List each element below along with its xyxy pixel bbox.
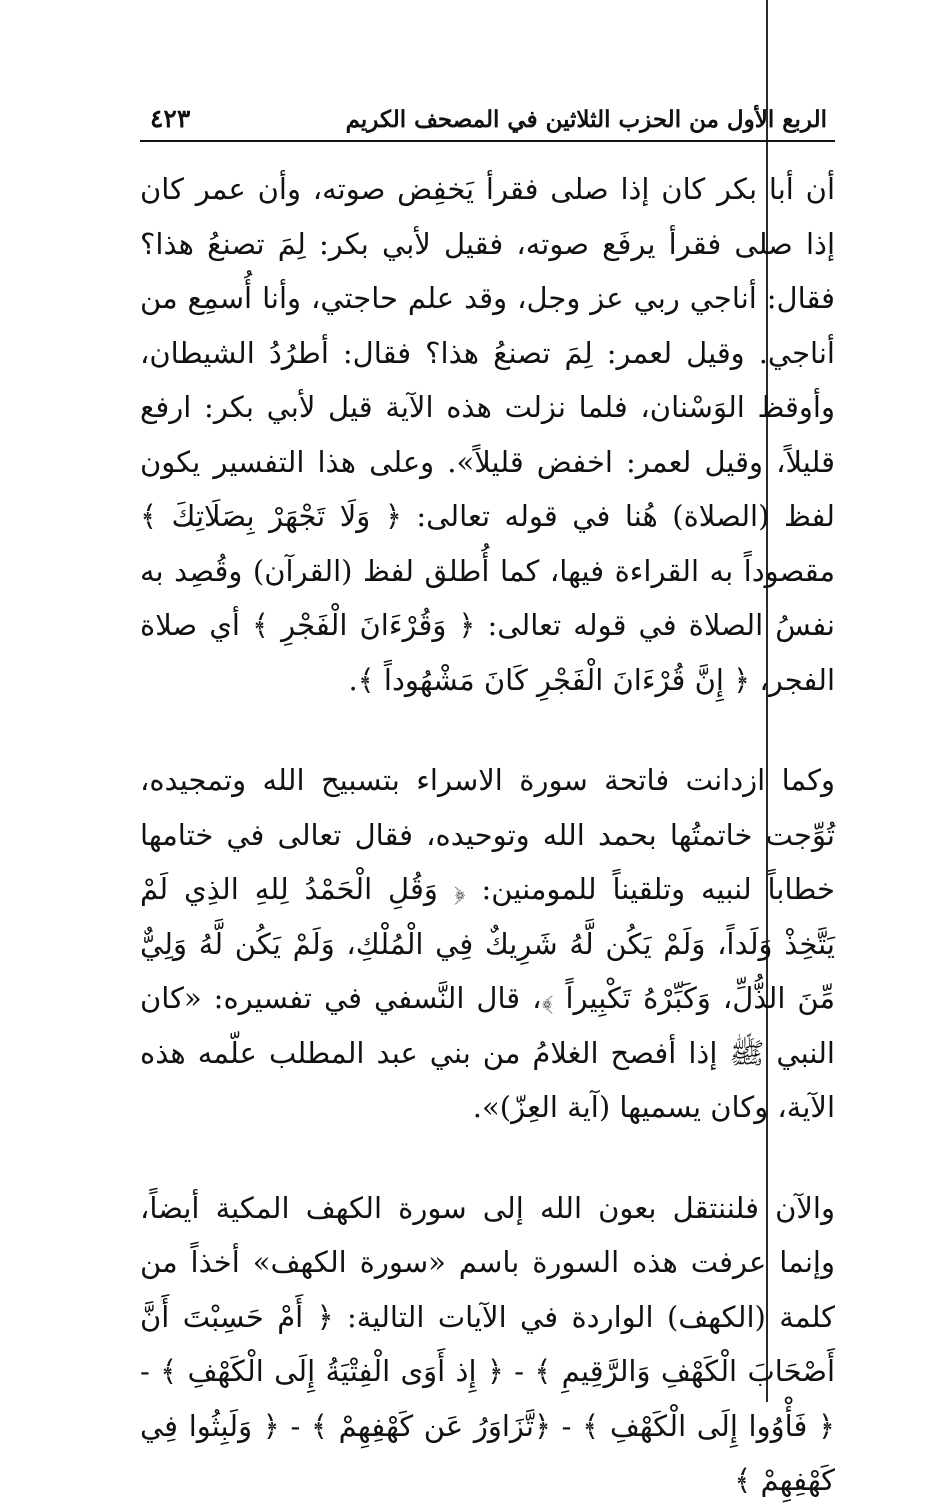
paragraph-gap [140, 1135, 835, 1181]
page-number: ٤٢٣ [150, 104, 191, 133]
paragraph-2: وكما ازدانت فاتحة سورة الاسراء بتسبيح الله وتمجيده، تُوِّجت خاتمتُها بحمد الله وتوحيده، فقال تعالى في ختامها خطاباً لنبيه وتلقيناً للمومنين: ﴿ وَقُلِ الْحَمْدُ لِلهِ الذِي لَمْ يَتَّخِذْ وَلَداً، وَلَمْ يَكُن لَّهُ شَرِيكٌ فِي الْمُلْكِ، وَلَمْ يَكُن لَّهُ وَلِيٌّ مِّنَ الذُّلِّ، وَكَبِّرْهُ تَكْبِيراً ﴾، قال النَّسفي في تفسيره: «كان النبي ﷺ إذا أفصح الغلامُ من بني عبد المطلب علّمه هذه الآية، وكان يسميها (آية العِزّ)». [140, 763, 835, 1124]
header-rule [140, 140, 835, 142]
body-text [140, 162, 835, 1508]
paragraph-gap [140, 707, 835, 753]
paragraph-1: أن أبا بكر كان إذا صلى فقرأ يَخفِض صوته، وأن عمر كان إذا صلى فقرأ يرفَع صوته، فقيل لأبي بكر: لِمَ تصنعُ هذا؟ فقال: أناجي ربي عز وجل، وقد علم حاجتي، وأنا أُسمِع من أناجي. وقيل لعمر: لِمَ تصنعُ هذا؟ فقال: أطرُدُ الشيطان، وأوقظ الوَسْنان، فلما نزلت هذه الآية قيل لأبي بكر: ارفع قليلاً، وقيل لعمر: اخفض قليلاً». وعلى هذا التفسير يكون لفظ (الصلاة) هُنا في قوله تعالى: ﴿ وَلَا تَجْهَرْ بِصَلَاتِكَ ﴾ مقصوداً به القراءة فيها، كما أُطلق لفظ (القرآن) وقُصِد به نفسُ الصلاة في قوله تعالى: ﴿ وَقُرْءَانَ الْفَجْرِ ﴾ أي صلاة الفجر، ﴿ إِنَّ قُرْءَانَ الْفَجْرِ كَانَ مَشْهُوداً ﴾. [140, 172, 835, 697]
page-header [140, 98, 835, 142]
running-title: الربع الأول من الحزب الثلاثين في المصحف الكريم [345, 106, 827, 133]
paragraph-3: والآن فلننتقل بعون الله إلى سورة الكهف المكية أيضاً، وإنما عرفت هذه السورة باسم «سورة الكهف» أخذاً من كلمة (الكهف) الواردة في الآيات التالية: ﴿ أَمْ حَسِبْتَ أَنَّ أَصْحَابَ الْكَهْفِ وَالرَّقِيمِ ﴾ - ﴿ إِذ أَوَى الْفِتْيَةُ إِلَى الْكَهْفِ ﴾ - ﴿ فَأْوُوا إِلَى الْكَهْفِ ﴾ - ﴿تَّزَاوَرُ عَن كَهْفِهِمْ ﴾ - ﴿ وَلَبِثُوا فِي كَهْفِهِمْ ﴾ [140, 1190, 835, 1497]
